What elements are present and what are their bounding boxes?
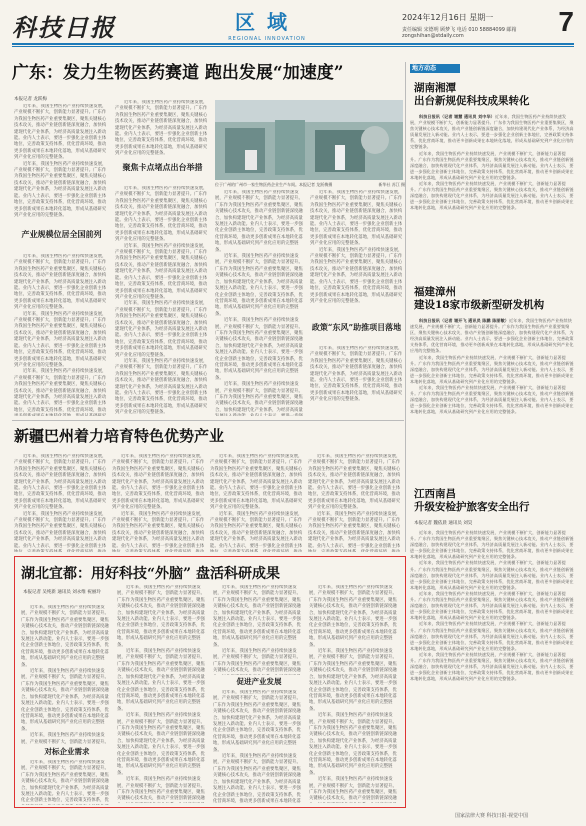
feature-byline: 本报记者 吴纯新 通讯员 刘永维 祝丽玲 [23, 590, 101, 595]
page-number: 7 [558, 6, 574, 37]
second-article-col2: 近年来，我国生物医药产业持续快速发展，产业规模不断扩大，创新能力显著提升。广东作为我国生物医药产业重要集聚区，聚焦关键核心技术攻关，推动产业链创新链深度融合，加快构建现代化产业体系，为经济高质量发展注入新动能。业内人士表示，要进一步强化企业创新主体地位，完善政策支持体系，优化营商环境，推动更多创新成果在本地转化落地，形成从基础研究到产业化应用的完整链条。 近年来，我国生物医药产业持续快速发展，产业规模不断扩大，创新能力显著提升。广东作为我国生物医药产业重要集聚区，聚焦关键核心技术攻关，推动产业链创新链深度融合，加快构建现代化产业体系，为经济高质量发展注入新动能。业内人士表示，要进一步强化企业创新主体 [112, 454, 205, 549]
main-article-col3: 近年来，我国生物医药产业持续快速发展，产业规模不断扩大，创新能力显著提升。广东作为我国生物医药产业重要集聚区，聚焦关键核心技术攻关，推动产业链创新链深度融合，加快构建现代化产业体系，为经济高质量发展注入新动能。业内人士表示，要进一步强化企业创新主体地位，完善政策支持体系，优化营商环境，推动更多创新成果在本地转化落地，形成从基础研究到产业化应用的完整链条。 近年来，我国生物医药产业持续快速发展，产业规模不断扩大，创新能力显著提升。广东作为我国生物医药产业重要集聚区，聚焦关键核心技术攻关，推动产业链创新链深度融合，加快构建现代化产业体系，为经济高质量发展注入新动能。业内人士表示，要进一步强化企业创新主体地位，完善政策支持体系，优化营商环境，推动更多创新成果在本地转化落地，形成从基础研究到产业化应用的完整链条。 近年来，我国生物医药产业持续快速发展，产业规模不断扩大，创新能力显著提升。广东作为我国生物医药产业重要集聚区，聚焦关键核心技术攻关，推动产业链创新链深度融合，加快构建现代化产业体系，为经济高质量发展注入新动能。业内人士表示，要进一步强化企业创新主体地位，完善政策支持体系，优化营商环境，推动更多创新成果在本地转化落地，形成从基础研究到产业化应用的完整链条。 近年来，我国生物医药产业持续快速发展，产业规模不断扩大，创新能力显著提升。广东作为我国生物医药产业重要集聚区，聚焦关键核心技术攻关，推动产业链创新链深度融合，加快构建现代化产业体系，为经济高质量 [215, 190, 303, 413]
sidebar-item-title-2: 福建漳州 建设18家市级新型研发机构 [414, 286, 545, 311]
feature-subhead-2: 促进产业发展 [236, 677, 282, 686]
section-header [212, 6, 322, 42]
sidebar-item-body-3: 近年来，我国生物医药产业持续快速发展，产业规模不断扩大，创新能力显著提升。广东作为我国生物医药产业重要集聚区，聚焦关键核心技术攻关，推动产业链创新链深度融合，加快构建现代化产业体系，为经济高质量发展注入新动能。业内人士表示，要进一步强化企业创新主体地位，完善政策支持体系，优化营商环境，推动更多创新成果在本地转化落地，形成从基础研究到产业化应用的完整链条。 近年来，我国生物医药产业持续快速发展，产业规模不断扩大，创新能力显著提升。广东作为我国生物医药产业重要集聚区，聚焦关键核心技术攻关，推动产业链创新链深度融合，加快构建现代化产业体系，为经济高质量发展注入新动能。业内人士表示，要进一步强化企业创新主体地位，完善政策支持体系，优化营商环境，推动更多创新成果在本地转化落地，形成从基础研究到产业化应用的完整链条。 近年来，我国生物医药产业持续快速发展，产业规模不断扩大，创新能力显著提升。广东作为我国生物医药产业重要集聚区，聚焦关键核心技术攻关，推动产业链创新链深度融合，加快构建现代化产业体系，为经济高质量发展注入新动能。业内人士表示，要进一步强化企业创新主体地位，完善政策支持体系，优化营商环境，推动更多创新成果在本地转化落地，形成从基础研究到产业化应用的完整链条。 近年来，我国生物医药产业持续快速发展，产业规模不断扩大，创新能力显著提升。广东作为我国生物医药产业重要集聚区，聚焦关键核心技术攻关，推动产业链创新链深度融合，加快构建现代化产业体系，为经济高质量发展注入新动能。业内人士表示，要进一步强化企业创新主体地位，完善政策支持体系，优化营商环境，推动更多创新成果在本地转化落地，形成从基础研究到产业化应用的完整链条。 近年来，我国生物医药产业持续快速发展，产业规模不断扩大，创新能力显著提升。广东作为我国生物医药产业重要集聚区，聚焦关键核心技术攻关，推动产业链创新链深度融合，加快构建现代化产业体系，为经济高质量发展注入新动能。业内人士表示，要进一步强化企业创新主体地位，完善政策支持体系，优化营商环境，推动更多创新成果在本地转化落地，形成从基础研究到产业化应用的完整链条。 [410, 530, 574, 682]
editor-credits: 责任编辑 宋德明 顾梦飞 电话 010 58884099 邮箱 zongshihan@stdaily.com [402, 27, 517, 39]
feature-col2: 近年来，我国生物医药产业持续快速发展，产业规模不断扩大，创新能力显著提升。广东作为我国生物医药产业重要集聚区，聚焦关键核心技术攻关，推动产业链创新链深度融合，加快构建现代化产业体系，为经济高质量发展注入新动能。业内人士表示，要进一步强化企业创新主体地位，完善政策支持体系，优化营商环境，推动更多创新成果在本地转化落地，形成从基础研究到产业化应用的完整链条。 近年来，我国生物医药产业持续快速发展，产业规模不断扩大，创新能力显著提升。广东作为我国生物医药产业重要集聚区，聚焦关键核心技术攻关，推动产业链创新链深度融合，加快构建现代化产业体系，为经济高质量发展注入新动能。业内人士表示，要进一步强化企业创新主体地位，完善政策支持体系，优化营商环境，推动更多创新成果在本地转化落地，形成从基础研究到产业化应用的完整链条。 近年来，我国生物医药产业持续快速发展，产业规模不断扩大，创新能力显著提升。广东作为我国生物医药产业重要集聚区，聚焦关键核心技术攻关，推动产业链创新链深度融合，加快构建现代化产业体系，为经济高质量发展注入新动能。业内人士表示，要进一步强化企业创新主体地位，完善政策支持体系，优化营商环境，推动更多创新成果在本地转化落地，形成从基础研究到产业化应用的完整链条。 近年来，我国生物医药产业持续快速发展，产业规模不断扩大，创新能力显著提升。广东作为我国生物医药产业重要集聚区，聚焦关键核心技术攻关，推动产业链创新链深度融 [117, 585, 205, 802]
feature-col4: 近年来，我国生物医药产业持续快速发展，产业规模不断扩大，创新能力显著提升。广东作为我国生物医药产业重要集聚区，聚焦关键核心技术攻关，推动产业链创新链深度融合，加快构建现代化产业体系，为经济高质量发展注入新动能。业内人士表示，要进一步强化企业创新主体地位，完善政策支持体系，优化营商环境，推动更多创新成果在本地转化落地，形成从基础研究到产业化应用的完整链条。 近年来，我国生物医药产业持续快速发展，产业规模不断扩大，创新能力显著提升。广东作为我国生物医药产业重要集聚区，聚焦关键核心技术攻关，推动产业链创新链深度融合，加快构建现代化产业体系，为经济高质量发展注入新动能。业内人士表示，要进一步强化企业创新主体地位，完善政策支持体系，优化营商环境，推动更多创新成果在本地转化落地，形成从基础研究到产业化应用的完整链条。 近年来，我国生物医药产业持续快速发展，产业规模不断扩大，创新能力显著提升。广东作为我国生物医药产业重要集聚区，聚焦关键核心技术攻关，推动产业链创新链深度融合，加快构建现代化产业体系，为经济高质量发展注入新动能。业内人士表示，要进一步强化企业创新主体地位，完善政策支持体系，优化营商环境，推动更多创新成果在本地转化落地，形成从基础研究到产业化应用的完整链条。 近年来，我国生物医药产业持续快速发展，产业规模不断扩大，创新能力显著提升。广东作为我国生物医药产业重要集聚区，聚焦关键核心技术攻关，推动产业链创新链深度融 [309, 585, 397, 802]
main-subhead-3: 政策“东风”助推项目落地 [311, 322, 402, 332]
second-article-col1: 近年来，我国生物医药产业持续快速发展，产业规模不断扩大，创新能力显著提升。广东作为我国生物医药产业重要集聚区，聚焦关键核心技术攻关，推动产业链创新链深度融合，加快构建现代化产业体系，为经济高质量发展注入新动能。业内人士表示，要进一步强化企业创新主体地位，完善政策支持体系，优化营商环境，推动更多创新成果在本地转化落地，形成从基础研究到产业化应用的完整链条。 近年来，我国生物医药产业持续快速发展，产业规模不断扩大，创新能力显著提升。广东作为我国生物医药产业重要集聚区，聚焦关键核心技术攻关，推动产业链创新链深度融合，加快构建现代化产业体系，为经济高质量发展注入新动能。业内人士表示，要进一步强化企业创新主体 [14, 454, 107, 549]
newspaper-logo: 科技日报 [12, 13, 116, 42]
sidebar-item-body-1: 科技日报讯（记者 谢慧 通讯员 刘中华）近年来，我国生物医药产业持续快速发展，产业规模不断扩大，创新能力显著提升。广东作为我国生物医药产业重要集聚区，聚焦关键核心技术攻关，推动产业链创新链深度融合，加快构建现代化产业体系，为经济高质量发展注入新动能。业内人士表示，要进一步强化企业创新主体地位，完善政策支持体系，优化营商环境，推动更多创新成果在本地转化落地，形成从基础研究到产业化应用的完整链条。 近年来，我国生物医药产业持续快速发展，产业规模不断扩大，创新能力显著提升。广东作为我国生物医药产业重要集聚区，聚焦关键核心技术攻关，推动产业链创新链深度融合，加快构建现代化产业体系，为经济高质量发展注入新动能。业内人士表示，要进一步强化企业创新主体地位，完善政策支持体系，优化营商环境，推动更多创新成果在本地转化落地，形成从基础研究到产业化应用的完整链条。 近年来，我国生物医药产业持续快速发展，产业规模不断扩大，创新能力显著提升。广东作为我国生物医药产业重要集聚区，聚焦关键核心技术攻关，推动产业链创新链深度融合，加快构建现代化产业体系，为经济高质量发展注入新动能。业内人士表示，要进一步强化企业创新主体地位，完善政策支持体系，优化营商环境，推动更多创新成果在本地转化落地，形成从基础研究到产业化应用的完整链条。 [410, 114, 574, 211]
sidebar [408, 64, 574, 812]
feature-col3b: 近年来，我国生物医药产业持续快速发展，产业规模不断扩大，创新能力显著提升。广东作为我国生物医药产业重要集聚区，聚焦关键核心技术攻关，推动产业链创新链深度融合，加快构建现代化产业体系，为经济高质量发展注入新动能。业内人士表示，要进一步强化企业创新主体地位，完善政策支持体系，优化营商环境，推动更多创新成果在本地转化落地，形成从基础研究到产业化应用的完整链条。 近年来，我国生物医药产业持续快速发展，产业规模不断扩大，创新能力显著提升。广东作为我国生物医药产业重要集聚区，聚焦关键核心技术攻关，推动产业链创新链深度融合，加快构建现代化产业体系，为经济高质量发展注入新动能。业内人士表示，要进一步强化企业创新主体地位，完善政策支持体系，优化营商环境，推动更多创新成果在本地转化落 [213, 690, 301, 803]
sidebar-item-title-1: 湖南湘潭 出台新规促科技成果转化 [414, 82, 530, 107]
sidebar-item-title-3: 江西南昌 升级安检护旅客安全出行 [414, 488, 530, 513]
second-article-col4: 近年来，我国生物医药产业持续快速发展，产业规模不断扩大，创新能力显著提升。广东作为我国生物医药产业重要集聚区，聚焦关键核心技术攻关，推动产业链创新链深度融合，加快构建现代化产业体系，为经济高质量发展注入新动能。业内人士表示，要进一步强化企业创新主体地位，完善政策支持体系，优化营商环境，推动更多创新成果在本地转化落地，形成从基础研究到产业化应用的完整链条。 近年来，我国生物医药产业持续快速发展，产业规模不断扩大，创新能力显著提升。广东作为我国生物医药产业重要集聚区，聚焦关键核心技术攻关，推动产业链创新链深度融合，加快构建现代化产业体系，为经济高质量发展注入新动能。业内人士表示，要进一步强化企业创新主体 [308, 454, 401, 549]
section-subtitle: REGIONAL INNOVATION [228, 36, 306, 42]
feature-col1: 近年来，我国生物医药产业持续快速发展，产业规模不断扩大，创新能力显著提升。广东作为我国生物医药产业重要集聚区，聚焦关键核心技术攻关，推动产业链创新链深度融合，加快构建现代化产业体系，为经济高质量发展注入新动能。业内人士表示，要进一步强化企业创新主体地位，完善政策支持体系，优化营商环境，推动更多创新成果在本地转化落地，形成从基础研究到产业化应用的完整链条。 近年来，我国生物医药产业持续快速发展，产业规模不断扩大，创新能力显著提升。广东作为我国生物医药产业重要集聚区，聚焦关键核心技术攻关，推动产业链创新链深度融合，加快构建现代化产业体系，为经济高质量发展注入新动能。业内人士表示，要进一步强化企业创新主体地位，完善政策支持体系，优化营商环境，推动更多创新成果在本地转化落地，形成从基础研究到产业化应用的完整链条。 近年来，我国生物医药产业持续快速发展，产业规模不断扩大，创新能力显著提升。 [21, 605, 109, 745]
main-article-col2: 近年来，我国生物医药产业持续快速发展，产业规模不断扩大，创新能力显著提升。广东作为我国生物医药产业重要集聚区，聚焦关键核心技术攻关，推动产业链创新链深度融合，加快构建现代化产业体系，为经济高质量发展注入新动能。业内人士表示，要进一步强化企业创新主体地位，完善政策支持体系，优化营商环境，推动更多创新成果在本地转化落地，形成从基础研究到产业化应用的完整链条。 [115, 100, 208, 157]
factory-photo-image [215, 100, 403, 180]
main-article-col1b: 近年来，我国生物医药产业持续快速发展，产业规模不断扩大，创新能力显著提升。广东作为我国生物医药产业重要集聚区，聚焦关键核心技术攻关，推动产业链创新链深度融合，加快构建现代化产业体系，为经济高质量发展注入新动能。业内人士表示，要进一步强化企业创新主体地位，完善政策支持体系，优化营商环境，推动更多创新成果在本地转化落地，形成从基础研究到产业化应用的完整链条。 近年来，我国生物医药产业持续快速发展，产业规模不断扩大，创新能力显著提升。广东作为我国生物医药产业重要集聚区，聚焦关键核心技术攻关，推动产业链创新链深度融合，加快构建现代化产业体系，为经济高质量发展注入新动能。业内人士表示，要进一步强化企业创新主体地位，完善政策支持体系，优化营商环境，推动更多创新成果在本地转化落地，形成从基础研究到产业化应用的完整链条。 近年来，我国生物医药产业持续快速发展，产业规模不断扩大，创新能力显著提升。广东作为我国生物医药产业重要集聚区，聚焦关键核心技术攻关，推动产业链创新链深度融合，加快构建现代化产业体系，为经济高质量发展注入新动能。业内人士表示，要进一步强化企业创新主体地位，完善政策支持体系，优化营商环境，推动 [14, 254, 107, 413]
feature-headline: 湖北宜都：用好科技“外脑” 盘活科研成果 [21, 566, 280, 582]
main-article-col4: 近年来，我国生物医药产业持续快速发展，产业规模不断扩大，创新能力显著提升。广东作为我国生物医药产业重要集聚区，聚焦关键核心技术攻关，推动产业链创新链深度融合，加快构建现代化产业体系，为经济高质量发展注入新动能。业内人士表示，要进一步强化企业创新主体地位，完善政策支持体系，优化营商环境，推动更多创新成果在本地转化落地，形成从基础研究到产业化应用的完整链条。 近年来，我国生物医药产业持续快速发展，产业规模不断扩大，创新能力显著提升。广东作为我国生物医药产业重要集聚区，聚焦关键核心技术攻关，推动产业链创新链深度融合，加快构建现代化产业体系，为经济高质量发展注入新动能。业内人士表示，要进一步强化企业创新主体地位，完善政策支持体系，优化营商环境，推动更多创新成果在本地转化落地，形成从基础研究到产业化应用的完整链条。 [310, 190, 403, 304]
second-headline: 新疆巴州着力培育特色优势产业 [14, 427, 225, 445]
feature-col1b: 近年来，我国生物医药产业持续快速发展，产业规模不断扩大，创新能力显著提升。广东作为我国生物医药产业重要集聚区，聚焦关键核心技术攻关，推动产业链创新链深度融合，加快构建现代化产业体系，为经济高质量发展注入新动能。业内人士表示，要进一步强化企业创新主体地位，完善政策支持体系，优 [21, 760, 109, 804]
factory-photo [215, 100, 403, 180]
issue-date: 2024年12月16日 星期一 [402, 13, 494, 22]
main-article-col1: 近年来，我国生物医药产业持续快速发展，产业规模不断扩大，创新能力显著提升。广东作为我国生物医药产业重要集聚区，聚焦关键核心技术攻关，推动产业链创新链深度融合，加快构建现代化产业体系，为经济高质量发展注入新动能。业内人士表示，要进一步强化企业创新主体地位，完善政策支持体系，优化营商环境，推动更多创新成果在本地转化落地，形成从基础研究到产业化应用的完整链条。 近年来，我国生物医药产业持续快速发展，产业规模不断扩大，创新能力显著提升。广东作为我国生物医药产业重要集聚区，聚焦关键核心技术攻关，推动产业链创新链深度融合，加快构建现代化产业体系，为经济高质量发展注入新动能。业内人士表示，要进一步强化企业创新主体地位，完善政策支持体系，优化营商环境，推动更多创新成果在本地转化落地，形成从基础研究到产业化应用的完整链条。 [14, 104, 107, 218]
feature-col3: 近年来，我国生物医药产业持续快速发展，产业规模不断扩大，创新能力显著提升。广东作为我国生物医药产业重要集聚区，聚焦关键核心技术攻关，推动产业链创新链深度融合，加快构建现代化产业体系，为经济高质量发展注入新动能。业内人士表示，要进一步强化企业创新主体地位，完善政策支持体系，优化营商环境，推动更多创新成果在本地转化落地，形成从基础研究到产业化应用的完整链条。 近年来，我国生物医药产业持续快速发展，产业规模不断扩大，创新能力显著提升。广东作为我国生物医药产业重要集聚区，聚焦关键核心技术攻关，推动产业链创新链深度融 [213, 585, 301, 674]
feature-box [14, 556, 406, 808]
main-byline: 本报记者 龙跃梅 [14, 97, 47, 102]
sidebar-badge-label: 地方动态 [412, 65, 437, 72]
sidebar-badge [410, 64, 460, 73]
masthead [12, 6, 574, 42]
main-article-col2b: 近年来，我国生物医药产业持续快速发展，产业规模不断扩大，创新能力显著提升。广东作为我国生物医药产业重要集聚区，聚焦关键核心技术攻关，推动产业链创新链深度融合，加快构建现代化产业体系，为经济高质量发展注入新动能。业内人士表示，要进一步强化企业创新主体地位，完善政策支持体系，优化营商环境，推动更多创新成果在本地转化落地，形成从基础研究到产业化应用的完整链条。 近年来，我国生物医药产业持续快速发展，产业规模不断扩大，创新能力显著提升。广东作为我国生物医药产业重要集聚区，聚焦关键核心技术攻关，推动产业链创新链深度融合，加快构建现代化产业体系，为经济高质量发展注入新动能。业内人士表示，要进一步强化企业创新主体地位，完善政策支持体系，优化营商环境，推动更多创新成果在本地转化落地，形成从基础研究到产业化应用的完整链条。 近年来，我国生物医药产业持续快速发展，产业规模不断扩大，创新能力显著提升。广东作为我国生物医药产业重要集聚区，聚焦关键核心技术攻关，推动产业链创新链深度融合，加快构建现代化产业体系，为经济高质量发展注入新动能。业内人士表示，要进一步强化企业创新主体地位，完善政策支持体系，优化营商环境，推动更多创新成果在本地转化落地，形成从基础研究到产业化应用的完整链条。 近年来，我国生物医药产业持续快速发展，产业规模不断扩大，创新能力显著提升。广东作为我国生物医药产业重要集聚区，聚焦关键核心技术攻关，推动产业链创新链深度融合，加快构建现代化产业体系，为经济高质量发展注入新动能。业内人士表示，要进一步强化企业创新主体地位，完善政策支持体系，优化营商环境，推动更多创新成果在本地转化落地，形成从基础研究到产业化应用的完整链条。 [115, 186, 208, 416]
header-rule [12, 43, 574, 45]
feature-subhead-1: 对标企业需求 [44, 747, 90, 756]
second-article-col3: 近年来，我国生物医药产业持续快速发展，产业规模不断扩大，创新能力显著提升。广东作为我国生物医药产业重要集聚区，聚焦关键核心技术攻关，推动产业链创新链深度融合，加快构建现代化产业体系，为经济高质量发展注入新动能。业内人士表示，要进一步强化企业创新主体地位，完善政策支持体系，优化营商环境，推动更多创新成果在本地转化落地，形成从基础研究到产业化应用的完整链条。 近年来，我国生物医药产业持续快速发展，产业规模不断扩大，创新能力显著提升。广东作为我国生物医药产业重要集聚区，聚焦关键核心技术攻关，推动产业链创新链深度融合，加快构建现代化产业体系，为经济高质量发展注入新动能。业内人士表示，要进一步强化企业创新主体 [210, 454, 303, 549]
photo-caption: 位于广州的广州市一家生物医药企业生产车间。本报记者 龙跃梅摄 [215, 182, 333, 187]
sidebar-item-byline-3: 本报记者 魏依晨 通讯员 刘昊 [414, 521, 473, 526]
main-subhead-2: 聚焦卡点堵点出台举措 [122, 162, 203, 172]
footer-credit: 国家法律大赛 科技日报·视觉中国 [455, 813, 529, 819]
main-subhead-1: 产业规模位居全国前列 [21, 229, 102, 239]
photo-credit: 新华社 苏江 摄 [378, 182, 405, 187]
sidebar-item-body-2: 科技日报讯（记者 谢开飞 通讯员 陈鹏 陈丽敏）近年来，我国生物医药产业持续快速发展，产业规模不断扩大，创新能力显著提升。广东作为我国生物医药产业重要集聚区，聚焦关键核心技术攻关，推动产业链创新链深度融合，加快构建现代化产业体系，为经济高质量发展注入新动能。业内人士表示，要进一步强化企业创新主体地位，完善政策支持体系，优化营商环境，推动更多创新成果在本地转化落地，形成从基础研究到产业化应用的完整链条。 近年来，我国生物医药产业持续快速发展，产业规模不断扩大，创新能力显著提升。广东作为我国生物医药产业重要集聚区，聚焦关键核心技术攻关，推动产业链创新链深度融合，加快构建现代化产业体系，为经济高质量发展注入新动能。业内人士表示，要进一步强化企业创新主体地位，完善政策支持体系，优化营商环境，推动更多创新成果在本地转化落地，形成从基础研究到产业化应用的完整链条。 近年来，我国生物医药产业持续快速发展，产业规模不断扩大，创新能力显著提升。广东作为我国生物医药产业重要集聚区，聚焦关键核心技术攻关，推动产业链创新链深度融合，加快构建现代化产业体系，为经济高质量发展注入新动能。业内人士表示，要进一步强化企业创新主体地位，完善政策支持体系，优化营商环境，推动更多创新成果在本地转化落地，形成从基础研究到产业化应用的完整链条。 [410, 318, 574, 415]
section-divider [12, 420, 404, 421]
column-divider [405, 62, 406, 552]
header-rule-thin [12, 46, 574, 47]
section-title: 区域 [235, 10, 299, 34]
main-headline: 广东：发力生物医药赛道 跑出发展“加速度” [12, 63, 344, 83]
main-article-col4b: 近年来，我国生物医药产业持续快速发展，产业规模不断扩大，创新能力显著提升。广东作为我国生物医药产业重要集聚区，聚焦关键核心技术攻关，推动产业链创新链深度融合，加快构建现代化产业体系，为经济高质量发展注入新动能。业内人士表示，要进一步强化企业创新主体地位，完善政策支持体系，优化营商环境，推动更多创新成果在本地转化落地，形成从基础研究到产业化应用的完整链条。 [310, 346, 403, 403]
